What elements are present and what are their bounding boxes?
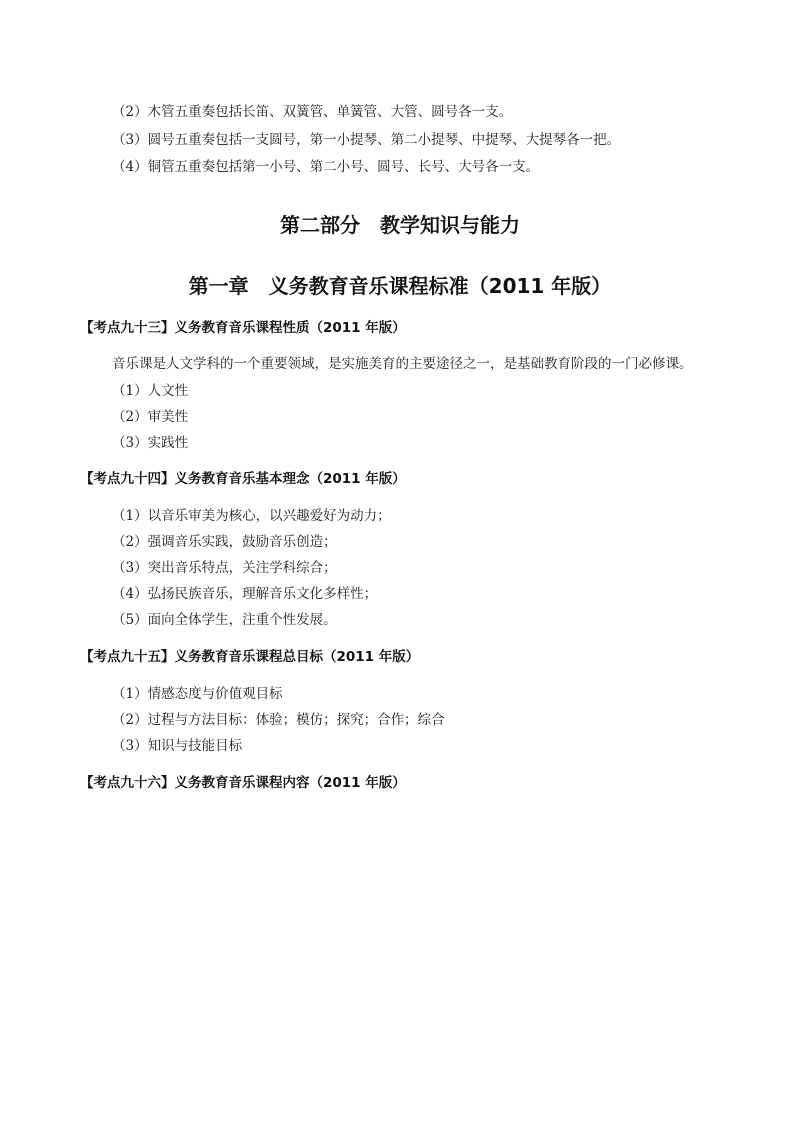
section-heading: 【考点九十五】义务教育音乐课程总目标（2011 年版）	[80, 649, 420, 665]
list-item: （2）强调音乐实践，鼓励音乐创造；	[112, 534, 337, 550]
list-item: （1）人文性	[112, 383, 189, 399]
list-item: （3）实践性	[112, 435, 189, 451]
chapter-title: 第一章 义务教育音乐课程标准（2011 年版）	[188, 274, 612, 298]
list-item: （2）木管五重奏包括长笛、双簧管、单簧管、大管、圆号各一支。	[112, 104, 513, 120]
list-item: （2）审美性	[112, 409, 189, 425]
list-item: （2）过程与方法目标：体验；模仿；探究；合作；综合	[112, 712, 445, 728]
part-title: 第二部分 教学知识与能力	[280, 213, 520, 237]
list-item: （3）圆号五重奏包括一支圆号，第一小提琴、第二小提琴、中提琴、大提琴各一把。	[112, 132, 621, 148]
list-item: （4）弘扬民族音乐，理解音乐文化多样性；	[112, 586, 378, 602]
list-item: （5）面向全体学生，注重个性发展。	[112, 612, 337, 628]
section-paragraph: 音乐课是人文学科的一个重要领域，是实施美育的主要途径之一，是基础教育阶段的一门必修课。	[112, 356, 693, 372]
list-item: （1）以音乐审美为核心，以兴趣爱好为动力；	[112, 508, 391, 524]
section-heading: 【考点九十三】义务教育音乐课程性质（2011 年版）	[80, 320, 406, 336]
list-item: （3）突出音乐特点，关注学科综合；	[112, 560, 337, 576]
section-heading: 【考点九十六】义务教育音乐课程内容（2011 年版）	[80, 775, 406, 791]
list-item: （4）铜管五重奏包括第一小号、第二小号、圆号、长号、大号各一支。	[112, 159, 540, 175]
section-heading: 【考点九十四】义务教育音乐基本理念（2011 年版）	[80, 471, 406, 487]
list-item: （3）知识与技能目标	[112, 738, 243, 754]
list-item: （1）情感态度与价值观目标	[112, 686, 283, 702]
